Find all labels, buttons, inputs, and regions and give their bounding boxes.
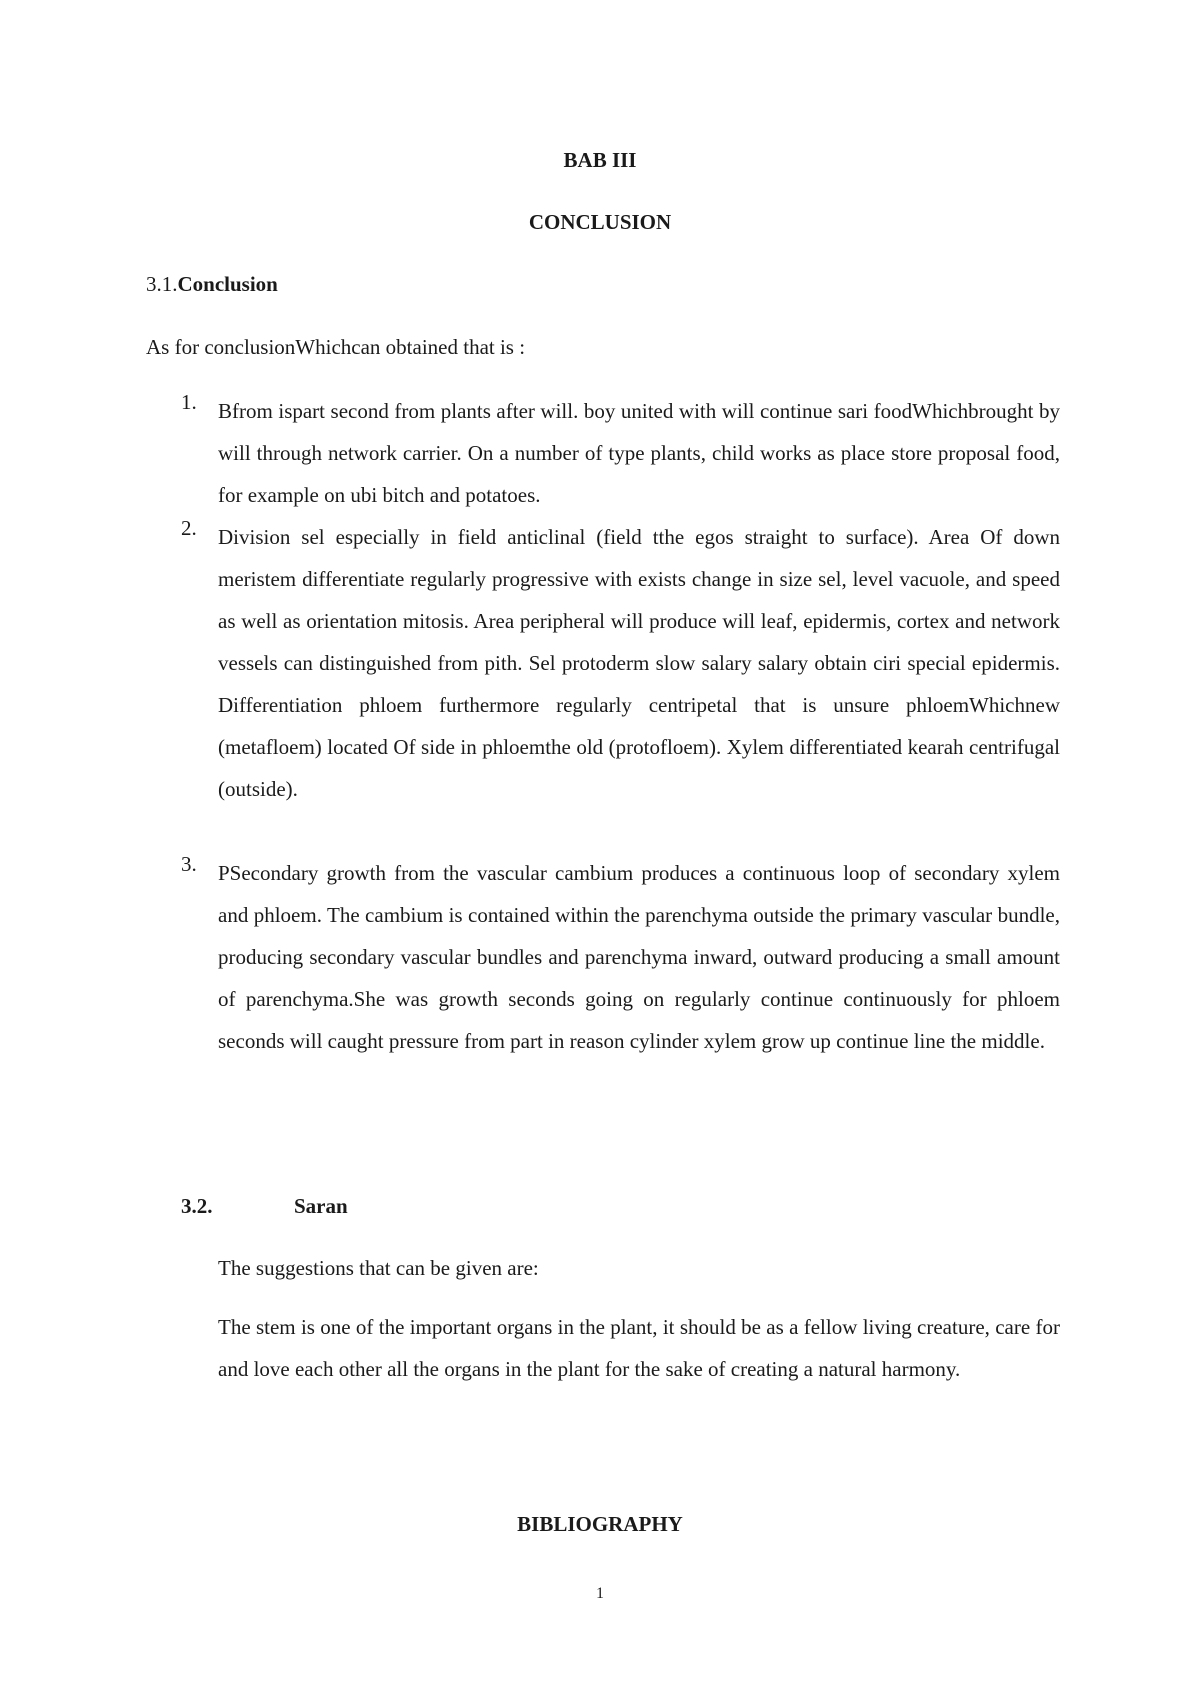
list-item-text: Bfrom ispart second from plants after will. boy united with will continue sari foodWhichbrought by will through network carrier. On a number of type plants, child works as place store proposal food, for example on ubi bitch and potatoes. bbox=[218, 399, 1060, 507]
list-item-text: PSecondary growth from the vascular cambium produces a continuous loop of secondary xylem and phloem. The cambium is contained within the parenchyma outside the primary vascular bundle, producing secondary vascular bundles and parenchyma inward, outward producing a small amount of parenchyma.She was growth seconds going on regularly continue continuously for phloem seconds will caught pressure from part in reason cylinder xylem grow up continue line the middle. bbox=[218, 861, 1060, 1053]
chapter-title: CONCLUSION bbox=[528, 210, 672, 234]
list-item-number: 2. bbox=[181, 516, 197, 540]
section-2-number: 3.2. bbox=[181, 1194, 213, 1218]
section-1-heading bbox=[146, 272, 278, 297]
page-number: 1 bbox=[596, 1585, 604, 1602]
section-1-title: Conclusion bbox=[177, 272, 278, 296]
chapter-label: BAB III bbox=[563, 148, 637, 172]
section-2-body: The stem is one of the important organs in the plant, it should be as a fellow living creature, care for and love each other all the organs in the plant for the sake of creating a natural harmony. bbox=[218, 1315, 1060, 1381]
section-2-title: Saran bbox=[294, 1194, 348, 1218]
list-item-number: 3. bbox=[181, 852, 197, 876]
section-2-intro: The suggestions that can be given are: bbox=[218, 1256, 539, 1280]
section-1-number: 3.1. bbox=[146, 272, 178, 296]
list-item-text: Division sel especially in field anticlinal (field tthe egos straight to surface). Area Of down meristem differentiate regularly progressive with exists change in size sel, level vacuole, and speed as well as orientation mitosis. Area peripheral will produce will leaf, epidermis, cortex and network vessels can distinguished from pith. Sel protoderm slow salary salary obtain ciri special epidermis. Differentiation phloem furthermore regularly centripetal that is unsure phloemWhichnew (metafloem) located Of side in phloemthe old (protofloem). Xylem differentiated kearah centrifugal (outside). bbox=[218, 525, 1060, 801]
bibliography-heading: BIBLIOGRAPHY bbox=[517, 1512, 683, 1536]
section-1-intro: As for conclusionWhichcan obtained that is : bbox=[146, 335, 526, 359]
list-item-number: 1. bbox=[181, 390, 197, 414]
